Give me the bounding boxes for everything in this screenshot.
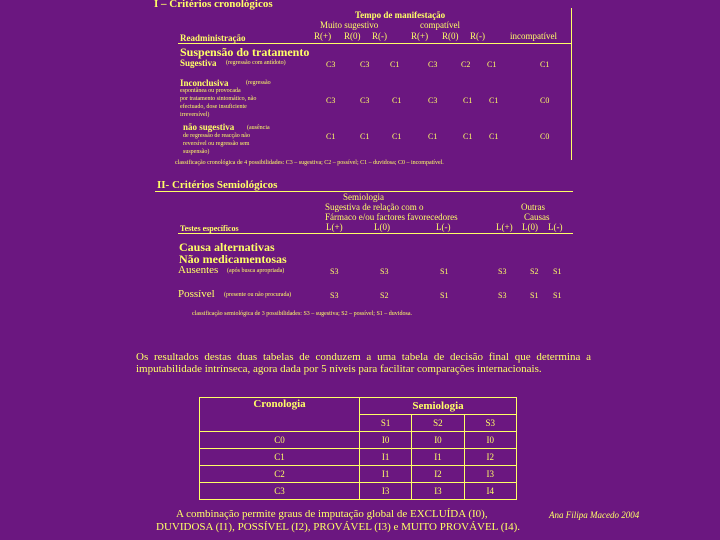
testes-code: L(+) xyxy=(326,222,343,232)
nao-sugestiva-code: C1 xyxy=(392,132,402,141)
ausentes-code: S3 xyxy=(380,267,389,276)
inconclusiva-code: C1 xyxy=(392,96,402,105)
table-row xyxy=(200,432,517,449)
table-row xyxy=(200,483,517,500)
inconclusiva-desc: espontânea ou provocada xyxy=(180,88,241,94)
inconclusiva-code: C0 xyxy=(540,96,550,105)
readmin-code: R(-) xyxy=(470,31,485,41)
ausentes-code: S1 xyxy=(553,267,562,276)
possivel-code: S3 xyxy=(498,291,507,300)
table-cell: I0 xyxy=(464,432,516,449)
inconclusiva-code: C3 xyxy=(326,96,336,105)
ausentes-code: S1 xyxy=(440,267,449,276)
sugestiva-relacao-label: Sugestiva de relação com o xyxy=(325,202,424,212)
nao-sugestiva-desc: suspensão) xyxy=(183,149,210,155)
sugestiva-code: C2 xyxy=(461,60,471,69)
table-cell: I2 xyxy=(464,449,516,466)
semiologia-label: Semiologia xyxy=(343,192,384,202)
compativel-label: compatível xyxy=(420,20,460,30)
readmin-code: R(0) xyxy=(442,31,459,41)
possivel-label: Possível xyxy=(178,288,215,300)
possivel-code: S2 xyxy=(380,291,389,300)
table-cell: I0 xyxy=(412,432,464,449)
suspensao-title: Suspensão do tratamento xyxy=(180,45,310,59)
causas-label: Causas xyxy=(524,212,550,222)
inconclusiva-label: Inconclusiva xyxy=(180,78,229,88)
sugestiva-code: C1 xyxy=(487,60,497,69)
nao-sugestiva-code: C0 xyxy=(540,132,550,141)
table-cell: I1 xyxy=(360,466,412,483)
row-label: C1 xyxy=(200,449,360,466)
readmin-label: Readministração xyxy=(180,33,246,43)
row-label: C3 xyxy=(200,483,360,500)
section2-title: II- Critérios Semiológicos xyxy=(157,179,278,191)
incompativel-label: incompatível xyxy=(510,31,557,41)
inconclusiva-code: C3 xyxy=(360,96,370,105)
sugestiva-code: C1 xyxy=(540,60,550,69)
testes-code: L(0) xyxy=(374,222,390,232)
sugestiva-label: Sugestiva xyxy=(180,58,217,68)
ausentes-label: Ausentes xyxy=(178,264,219,276)
table-cell: I4 xyxy=(464,483,516,500)
table-cell: I2 xyxy=(412,466,464,483)
nao-sugestiva-label: não sugestiva xyxy=(183,122,235,132)
readmin-code: R(+) xyxy=(411,31,429,41)
possivel-desc: (presente ou não procurada) xyxy=(224,292,292,298)
testes-code: L(-) xyxy=(436,222,451,232)
author-credit: Ana Filipa Macedo 2004 xyxy=(549,510,640,520)
ausentes-code: S2 xyxy=(530,267,539,276)
table-cell: I0 xyxy=(360,432,412,449)
table-row xyxy=(200,449,517,466)
nao-sugestiva-code: C1 xyxy=(463,132,473,141)
sugestiva-desc: (regressão com antídoto) xyxy=(226,60,286,66)
ausentes-code: S3 xyxy=(498,267,507,276)
ausentes-code: S3 xyxy=(330,267,339,276)
decision-paragraph: Os resultados destas duas tabelas de conduzem a uma tabela de decisão final que determina a imputabilidade intrínseca, agora dada por 5 níveis para facilitar comparações internacionais. xyxy=(136,351,591,375)
header-semiologia: Semiologia xyxy=(360,398,517,415)
semio-col-header: S3 xyxy=(464,415,516,432)
nao-sugestiva-desc: (ausência xyxy=(247,125,270,131)
nao-sugestiva-desc: de regressão de reacção não xyxy=(183,133,250,139)
muito-sugestivo-label: Muito sugestivo xyxy=(320,20,379,30)
tempo-header: Tempo de manifestação xyxy=(355,10,446,20)
section1-right-border xyxy=(571,8,572,160)
nao-sugestiva-code: C1 xyxy=(428,132,438,141)
testes-code: L(0) xyxy=(522,222,538,232)
testes-code: L(-) xyxy=(548,222,563,232)
inconclusiva-desc: por tratamento sintomático, não xyxy=(180,96,257,102)
table-cell: I1 xyxy=(412,449,464,466)
possivel-code: S1 xyxy=(553,291,562,300)
readmin-code: R(-) xyxy=(372,31,387,41)
inconclusiva-desc: (regressão xyxy=(246,80,271,86)
nao-sugestiva-code: C1 xyxy=(360,132,370,141)
nao-sugestiva-desc: reversível ou regressão sem xyxy=(183,141,250,147)
table-cell: I1 xyxy=(360,449,412,466)
nao-sugestiva-code: C1 xyxy=(489,132,499,141)
sugestiva-code: C3 xyxy=(360,60,370,69)
section1-title: I – Critérios cronológicos xyxy=(154,0,273,10)
inconclusiva-code: C1 xyxy=(489,96,499,105)
readmin-code: R(0) xyxy=(344,31,361,41)
semio-col-header: S2 xyxy=(412,415,464,432)
inconclusiva-code: C1 xyxy=(463,96,473,105)
causa-alt-label: Causa alternativas xyxy=(179,240,275,254)
table-cell: I3 xyxy=(360,483,412,500)
possivel-code: S1 xyxy=(530,291,539,300)
table-row xyxy=(200,466,517,483)
testes-divider xyxy=(178,233,573,234)
sugestiva-code: C3 xyxy=(326,60,336,69)
readmin-code: R(+) xyxy=(314,31,332,41)
possivel-code: S3 xyxy=(330,291,339,300)
row-label: C0 xyxy=(200,432,360,449)
row-label: C2 xyxy=(200,466,360,483)
decision-table xyxy=(199,397,517,500)
sugestiva-code: C3 xyxy=(428,60,438,69)
outras-label: Outras xyxy=(521,202,545,212)
inconclusiva-code: C3 xyxy=(428,96,438,105)
testes-label: Testes específicos xyxy=(180,224,239,233)
inconclusiva-desc: irreversível) xyxy=(180,112,210,118)
table-cell: I3 xyxy=(412,483,464,500)
semio-col-header: S1 xyxy=(360,415,412,432)
sugestiva-code: C1 xyxy=(390,60,400,69)
possivel-code: S1 xyxy=(440,291,449,300)
farmaco-label: Fármaco e/ou factores favorecedores xyxy=(325,212,458,222)
table-cell: I3 xyxy=(464,466,516,483)
combination-line-1: A combinação permite graus de imputação global de EXCLUÍDA (I0), xyxy=(176,508,488,520)
nao-medic-label: Não medicamentosas xyxy=(179,252,287,266)
inconclusiva-desc: efectuado, dose insuficiente xyxy=(180,104,247,110)
section1-footnote: classificação cronológica de 4 possibilidades: C3 – sugestiva; C2 – possível; C1 – duvidosa; C0 – incompatível. xyxy=(175,160,444,166)
testes-code: L(+) xyxy=(496,222,513,232)
ausentes-desc: (após busca apropriada) xyxy=(227,268,285,274)
combination-line-2: DUVIDOSA (I1), POSSÍVEL (I2), PROVÁVEL (I3) e MUITO PROVÁVEL (I4). xyxy=(156,521,520,533)
readmin-divider xyxy=(178,43,571,44)
section2-footnote: classificação semiológica de 3 possibilidades: S3 – sugestiva; S2 – possível; S1 – duvidosa. xyxy=(192,311,412,317)
nao-sugestiva-code: C1 xyxy=(326,132,336,141)
header-cronologia: Cronologia xyxy=(200,398,360,432)
